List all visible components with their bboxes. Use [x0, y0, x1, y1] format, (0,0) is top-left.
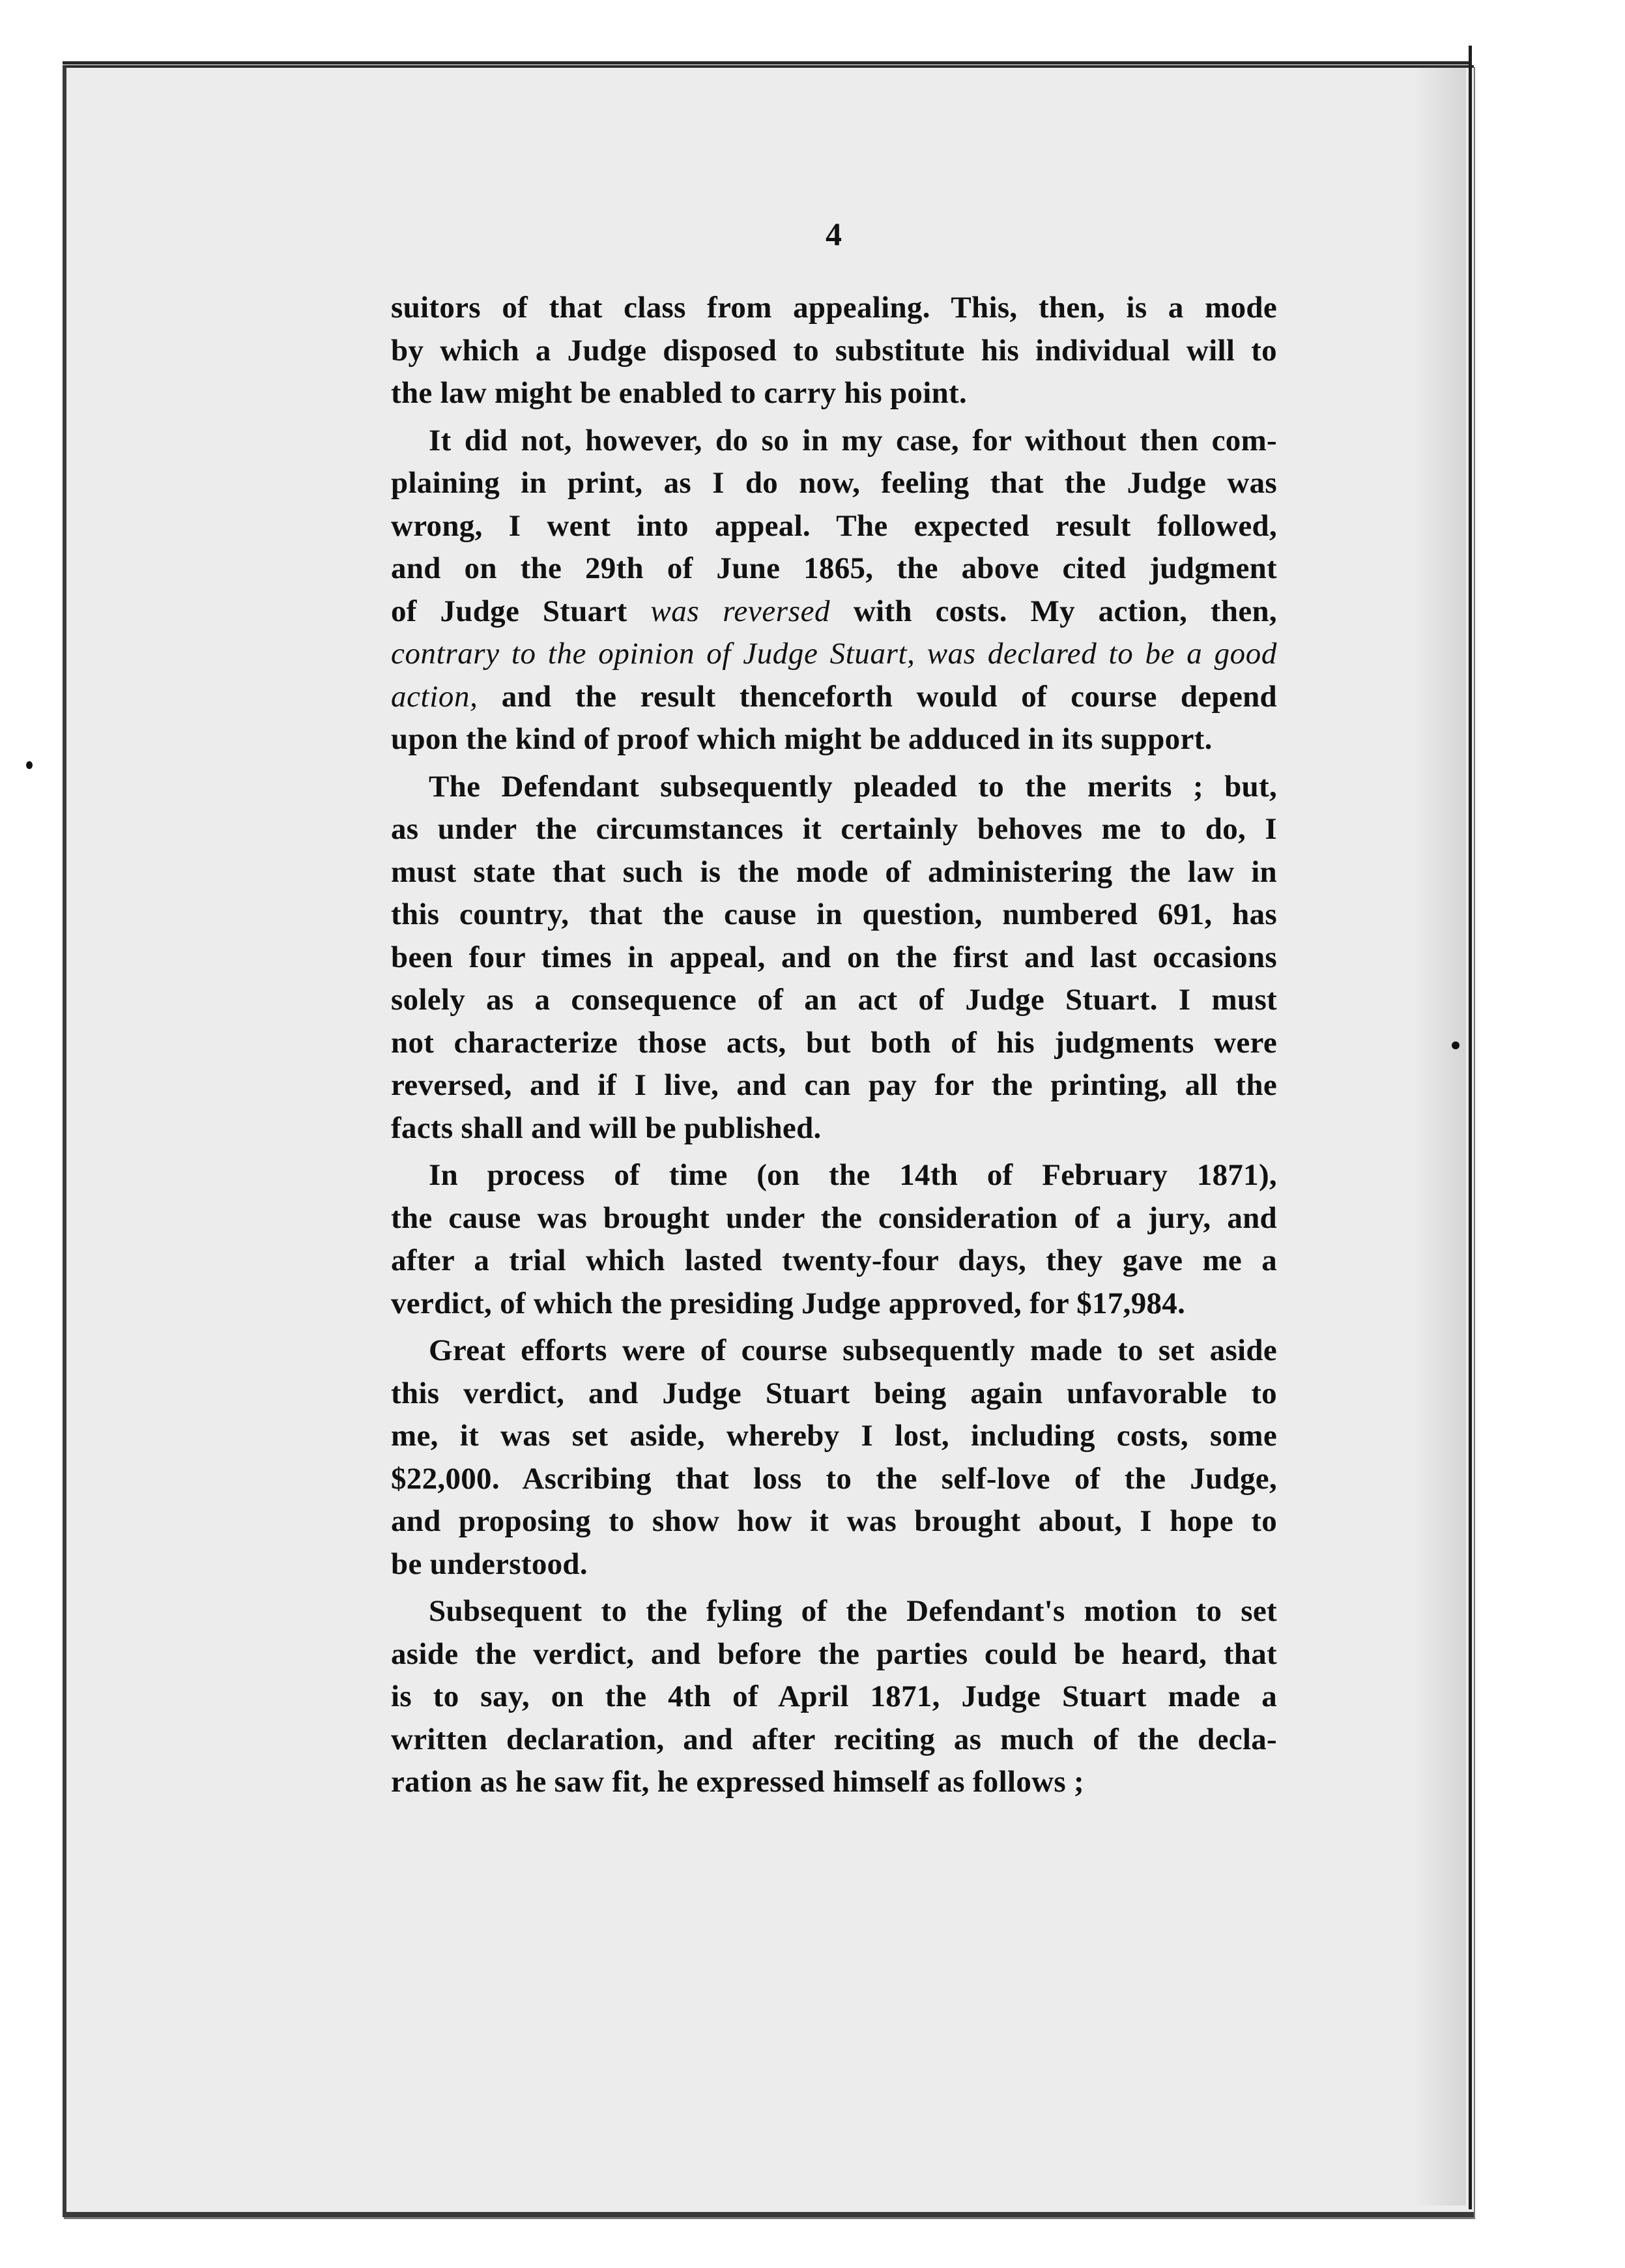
- text-line: [391, 808, 1277, 851]
- italic-span: contrary to the opinion of Judge Stuart, was declared to be a good: [391, 637, 1277, 671]
- text-line: [391, 1719, 1277, 1762]
- text-span: The Defendant subsequently pleaded to the merits ; but,: [429, 769, 1277, 804]
- paragraph-gap: [391, 1150, 1277, 1154]
- text-span: with costs. My action, then,: [830, 594, 1277, 628]
- text-line: [391, 718, 1277, 761]
- text-line: [391, 676, 1277, 719]
- text-line: [391, 851, 1277, 894]
- paragraph: [391, 287, 1277, 415]
- text-span: me, it was set aside, whereby I lost, including costs, some: [391, 1419, 1277, 1453]
- text-line: [391, 1373, 1277, 1416]
- text-span: be understood.: [391, 1547, 588, 1581]
- text-line: [391, 1415, 1277, 1458]
- text-line: [391, 1500, 1277, 1543]
- text-line: [391, 1022, 1277, 1065]
- text-span: and on the 29th of June 1865, the above cited judgment: [391, 551, 1277, 585]
- ink-speck-left: [26, 761, 33, 769]
- text-span: Great efforts were of course subsequently made to set aside: [429, 1333, 1277, 1367]
- text-span: must state that such is the mode of administering the law in: [391, 854, 1277, 889]
- text-line: [391, 979, 1277, 1022]
- paragraph-gap: [391, 1804, 1277, 1809]
- text-span: Subsequent to the fyling of the Defendant's motion to set: [429, 1594, 1277, 1628]
- paragraph: [391, 420, 1277, 761]
- text-span: plaining in print, as I do now, feeling that the Judge was: [391, 466, 1277, 500]
- text-line: [391, 505, 1277, 548]
- text-span: wrong, I went into appeal. The expected result followed,: [391, 508, 1277, 543]
- text-line: [391, 1590, 1277, 1633]
- italic-span: was reversed: [650, 594, 831, 628]
- text-line: [391, 1676, 1277, 1719]
- text-span: In process of time (on the 14th of February 1871),: [429, 1158, 1277, 1192]
- text-span: It did not, however, do so in my case, for without then com-: [429, 423, 1277, 458]
- paragraph-gap: [391, 761, 1277, 766]
- paragraph-gap: [391, 415, 1277, 420]
- text-line: [391, 633, 1277, 676]
- text-line: [391, 372, 1277, 415]
- text-span: of Judge Stuart: [391, 594, 651, 628]
- text-line: [391, 462, 1277, 505]
- ink-speck-right: [1452, 1041, 1460, 1049]
- paragraph: [391, 1590, 1277, 1804]
- right-page-edge: [1469, 46, 1472, 2209]
- binding-shadow: [1414, 68, 1466, 2205]
- text-span: the cause was brought under the consideration of a jury, and: [391, 1200, 1277, 1235]
- text-line: [391, 330, 1277, 373]
- text-line: [391, 1240, 1277, 1283]
- text-line: [391, 1458, 1277, 1501]
- page-number: 4: [826, 216, 842, 252]
- text-span: this country, that the cause in question, numbered 691, has: [391, 897, 1277, 931]
- text-line: [391, 937, 1277, 980]
- text-line: [391, 1761, 1277, 1804]
- text-line: [391, 1154, 1277, 1197]
- italic-span: action,: [391, 679, 478, 714]
- text-line: [391, 1283, 1277, 1326]
- text-line: [391, 1543, 1277, 1586]
- text-line: [391, 1633, 1277, 1676]
- body-text: [391, 215, 1277, 1809]
- text-line: [391, 547, 1277, 590]
- paragraph: [391, 1154, 1277, 1325]
- text-span: the law might be enabled to carry his point.: [391, 376, 968, 410]
- paragraph-gap: [391, 1325, 1277, 1330]
- text-span: aside the verdict, and before the parties could be heard, that: [391, 1636, 1277, 1671]
- text-span: facts shall and will be published.: [391, 1111, 822, 1145]
- text-span: not characterize those acts, but both of his judgments were: [391, 1025, 1277, 1060]
- paragraph: [391, 1330, 1277, 1586]
- text-span: been four times in appeal, and on the first and last occasions: [391, 940, 1277, 974]
- text-span: verdict, of which the presiding Judge approved, for $17,984.: [391, 1286, 1186, 1320]
- paragraph-gap: [391, 1586, 1277, 1590]
- text-span: upon the kind of proof which might be adduced in its support.: [391, 722, 1213, 756]
- text-span: and proposing to show how it was brought about, I hope to: [391, 1504, 1277, 1538]
- text-span: suitors of that class from appealing. This, then, is a mode: [391, 291, 1277, 325]
- text-line: [391, 420, 1277, 463]
- text-span: solely as a consequence of an act of Judge Stuart. I must: [391, 983, 1277, 1017]
- text-span: by which a Judge disposed to substitute his individual will to: [391, 333, 1277, 368]
- text-line: [391, 1064, 1277, 1107]
- text-line: [391, 766, 1277, 809]
- text-span: written declaration, and after reciting as much of the decla-: [391, 1722, 1277, 1756]
- text-line: [391, 287, 1277, 330]
- text-line: [391, 1197, 1277, 1240]
- text-span: is to say, on the 4th of April 1871, Judge Stuart made a: [391, 1679, 1277, 1713]
- top-edge-rule: [63, 61, 1470, 65]
- text-span: after a trial which lasted twenty-four days, they gave me a: [391, 1243, 1277, 1277]
- text-span: as under the circumstances it certainly behoves me to do, I: [391, 812, 1277, 846]
- paragraph: [391, 766, 1277, 1150]
- text-line: [391, 1107, 1277, 1150]
- text-line: [391, 590, 1277, 633]
- text-line: [391, 894, 1277, 937]
- paragraphs: [391, 287, 1277, 1809]
- text-span: ration as he saw fit, he expressed himself as follows ;: [391, 1765, 1084, 1799]
- text-span: $22,000. Ascribing that loss to the self-love of the Judge,: [391, 1461, 1277, 1496]
- text-span: and the result thenceforth would of course depend: [478, 679, 1277, 714]
- text-line: [391, 1330, 1277, 1373]
- text-span: this verdict, and Judge Stuart being again unfavorable to: [391, 1376, 1277, 1410]
- text-span: reversed, and if I live, and can pay for the printing, all the: [391, 1068, 1277, 1102]
